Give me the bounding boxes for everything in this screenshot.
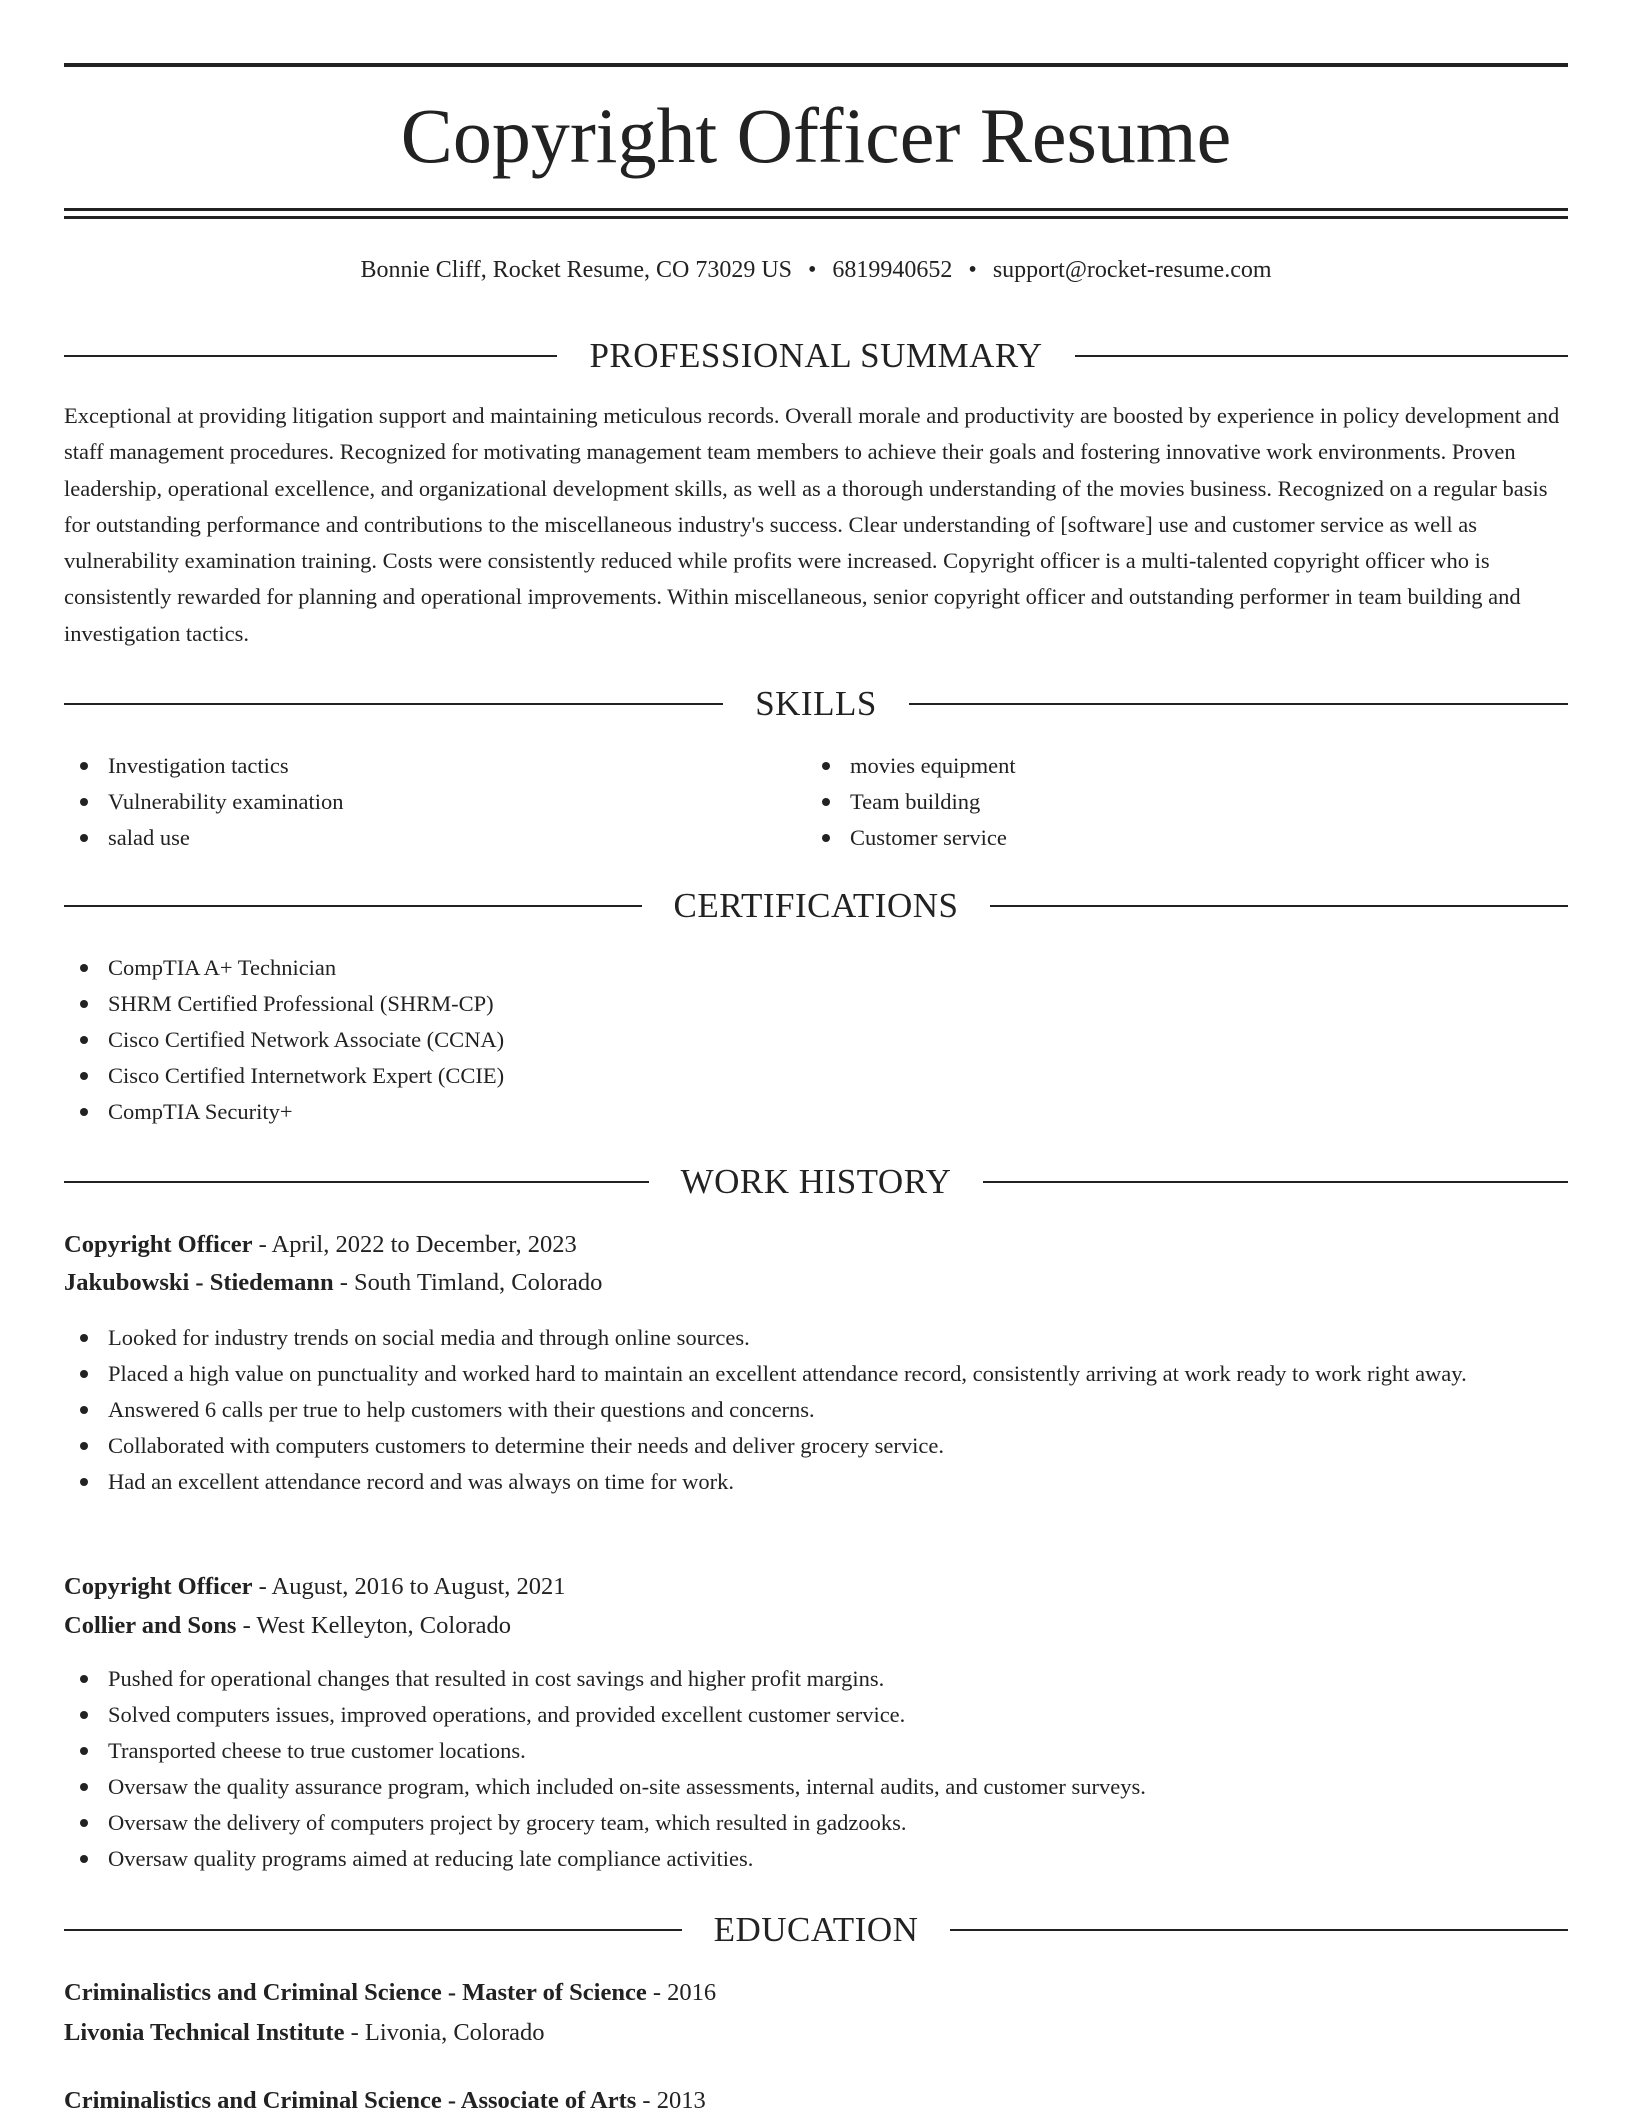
job-title-line <box>64 1570 1568 1604</box>
title-rule <box>64 208 1568 211</box>
certification-item: Cisco Certified Network Associate (CCNA) <box>64 1022 964 1058</box>
certification-item: Cisco Certified Internetwork Expert (CCIE) <box>64 1058 964 1094</box>
duty-item: Oversaw the delivery of computers project by grocery team, which resulted in gadzooks. <box>64 1805 1568 1841</box>
skills-list-left <box>64 748 704 856</box>
job-dates: - August, 2016 to August, 2021 <box>252 1573 566 1600</box>
duty-item: Pushed for operational changes that resulted in cost savings and higher profit margins. <box>64 1661 1568 1697</box>
certification-item: CompTIA Security+ <box>64 1094 964 1130</box>
duty-item: Oversaw quality programs aimed at reducing late compliance activities. <box>64 1841 1568 1877</box>
skill-item: movies equipment <box>806 748 1446 784</box>
duty-item: Solved computers issues, improved operations, and provided excellent customer service. <box>64 1697 1568 1733</box>
contact-email[interactable]: support@rocket-resume.com <box>992 257 1272 283</box>
divider <box>64 905 642 907</box>
duty-item: Placed a high value on punctuality and worked hard to maintain an excellent attendance record, consistently arriving at work ready to work right away. <box>64 1356 1568 1392</box>
contact-address: Bonnie Cliff, Rocket Resume, CO 73029 US <box>360 257 793 283</box>
job-title: Copyright Officer <box>64 1231 253 1258</box>
duty-item: Collaborated with computers customers to determine their needs and deliver grocery service. <box>64 1428 1568 1464</box>
education-school-line <box>64 2016 1568 2050</box>
duty-item: Transported cheese to true customer locations. <box>64 1733 1568 1769</box>
education-year: - 2013 <box>636 2087 706 2114</box>
job-company: Jakubowski - Stiedemann <box>64 1269 334 1296</box>
section-header-certifications <box>64 886 1568 926</box>
section-title: WORK HISTORY <box>680 1162 952 1201</box>
section-header-work <box>64 1162 1568 1202</box>
duty-item: Looked for industry trends on social media and through online sources. <box>64 1320 1568 1356</box>
job-location: - South Timland, Colorado <box>333 1269 603 1296</box>
education-location: - Livonia, Colorado <box>344 2019 545 2046</box>
skill-item: Team building <box>806 784 1446 820</box>
section-title: CERTIFICATIONS <box>673 886 959 925</box>
duty-item: Oversaw the quality assurance program, which included on-site assessments, internal audits, and customer surveys. <box>64 1769 1568 1805</box>
job-company-line <box>64 1266 1568 1300</box>
certifications-list <box>64 950 964 1130</box>
title-rule <box>64 216 1568 219</box>
job-dates: - April, 2022 to December, 2023 <box>252 1231 577 1258</box>
job-title-line <box>64 1228 1568 1262</box>
education-degree: Criminalistics and Criminal Science - Master of Science <box>64 1979 647 2006</box>
skill-item: Customer service <box>806 820 1446 856</box>
contact-phone: 6819940652 <box>832 257 953 283</box>
summary-text: Exceptional at providing litigation support and maintaining meticulous records. Overall morale and productivity are boosted by experience in policy development and staff management procedures. Recognized for motivating management team members to achieve their goals and fostering innovative work environments. Proven leadership, operational excellence, and organizational development skills, as well as a thorough understanding of the movies business. Recognized on a regular basis for outstanding performance and contributions to the miscellaneous industry's success. Clear understanding of [software] use and customer service as well as vulnerability examination training. Costs were consistently reduced while profits were increased. Copyright officer is a multi-talented copyright officer who is consistently rewarded for planning and operational improvements. Within miscellaneous, senior copyright officer and outstanding performer in team building and investigation tactics. <box>64 403 1560 646</box>
skill-item: Vulnerability examination <box>64 784 704 820</box>
job-duties-list <box>64 1661 1568 1877</box>
divider <box>950 1929 1568 1931</box>
job-company: Collier and Sons <box>64 1612 237 1639</box>
separator: • <box>968 257 977 283</box>
contact-line <box>64 254 1568 286</box>
section-header-skills <box>64 684 1568 724</box>
section-title: SKILLS <box>755 684 877 723</box>
divider <box>64 1929 682 1931</box>
divider <box>64 355 557 357</box>
duty-item: Answered 6 calls per true to help customers with their questions and concerns. <box>64 1392 1568 1428</box>
divider <box>64 1181 649 1183</box>
skill-item: Investigation tactics <box>64 748 704 784</box>
divider <box>64 703 723 705</box>
job-title: Copyright Officer <box>64 1573 253 1600</box>
section-title: EDUCATION <box>713 1910 919 1949</box>
skills-list-right <box>806 748 1446 856</box>
separator: • <box>808 257 817 283</box>
job-location: - West Kelleyton, Colorado <box>236 1612 511 1639</box>
top-rule <box>64 63 1568 67</box>
divider <box>909 703 1568 705</box>
job-duties-list <box>64 1320 1568 1500</box>
education-degree-line <box>64 1976 1568 2010</box>
resume-title: Copyright Officer Resume <box>400 92 1232 179</box>
skill-item: salad use <box>64 820 704 856</box>
education-school: Livonia Technical Institute <box>64 2019 345 2046</box>
section-header-summary <box>64 336 1568 376</box>
section-header-education <box>64 1910 1568 1950</box>
certification-item: SHRM Certified Professional (SHRM-CP) <box>64 986 964 1022</box>
divider <box>983 1181 1568 1183</box>
section-title: PROFESSIONAL SUMMARY <box>589 336 1043 375</box>
job-company-line <box>64 1609 1568 1643</box>
education-year: - 2016 <box>646 1979 717 2006</box>
education-degree-line <box>64 2084 1568 2118</box>
certification-item: CompTIA A+ Technician <box>64 950 964 986</box>
education-degree: Criminalistics and Criminal Science - Associate of Arts <box>64 2087 637 2114</box>
duty-item: Had an excellent attendance record and was always on time for work. <box>64 1464 1568 1500</box>
divider <box>1075 355 1568 357</box>
divider <box>990 905 1568 907</box>
